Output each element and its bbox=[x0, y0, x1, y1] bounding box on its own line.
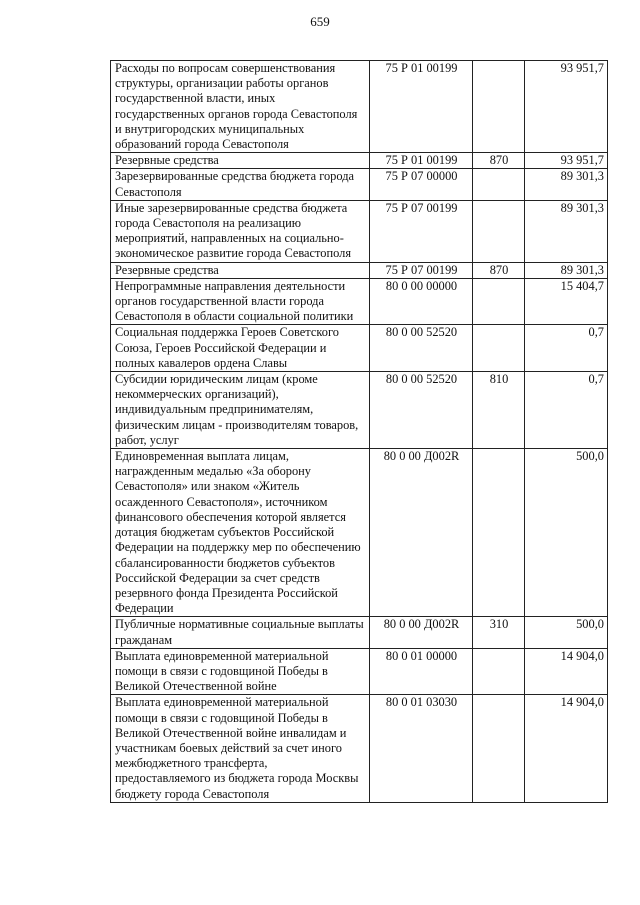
expense-type-code-cell bbox=[473, 278, 525, 325]
target-article-code-cell: 75 Р 07 00199 bbox=[370, 200, 473, 262]
table-row bbox=[111, 648, 608, 695]
expense-type-code-cell bbox=[473, 449, 525, 617]
target-article-code-cell: 80 0 00 52520 bbox=[370, 325, 473, 372]
target-article-code-cell: 80 0 01 03030 bbox=[370, 695, 473, 802]
expense-name-cell: Социальная поддержка Героев Советского Союза, Героев Российской Федерации и полных кавалеров ордена Славы bbox=[111, 325, 370, 372]
table-row bbox=[111, 617, 608, 648]
amount-cell: 0,7 bbox=[525, 325, 608, 372]
amount-cell: 0,7 bbox=[525, 372, 608, 449]
budget-table bbox=[110, 60, 608, 803]
table-row bbox=[111, 200, 608, 262]
amount-cell: 89 301,3 bbox=[525, 262, 608, 278]
table-row bbox=[111, 695, 608, 802]
expense-name-cell: Непрограммные направления деятельности органов государственной власти города Севастополя в области социальной политики bbox=[111, 278, 370, 325]
target-article-code-cell: 80 0 00 Д002R bbox=[370, 449, 473, 617]
target-article-code-cell: 80 0 01 00000 bbox=[370, 648, 473, 695]
table-row bbox=[111, 449, 608, 617]
target-article-code-cell: 75 Р 01 00199 bbox=[370, 153, 473, 169]
expense-type-code-cell: 870 bbox=[473, 153, 525, 169]
table-row bbox=[111, 278, 608, 325]
target-article-code-cell: 75 Р 07 00000 bbox=[370, 169, 473, 200]
target-article-code-cell: 75 Р 07 00199 bbox=[370, 262, 473, 278]
target-article-code-cell: 80 0 00 Д002R bbox=[370, 617, 473, 648]
expense-name-cell: Выплата единовременной материальной помощи в связи с годовщиной Победы в Великой Отечественной войне инвалидам и участникам боевых действий за счет иного межбюджетного трансферта, предоставляемого из бюджета города Москвы бюджету города Севастополя bbox=[111, 695, 370, 802]
amount-cell: 89 301,3 bbox=[525, 200, 608, 262]
expense-name-cell: Расходы по вопросам совершенствования структуры, организации работы органов государственной власти, иных государственных органов города Севастополя и внутригородских муниципальных образований города Севастополя bbox=[111, 61, 370, 153]
expense-name-cell: Зарезервированные средства бюджета города Севастополя bbox=[111, 169, 370, 200]
expense-type-code-cell bbox=[473, 169, 525, 200]
table-row bbox=[111, 262, 608, 278]
target-article-code-cell: 80 0 00 52520 bbox=[370, 372, 473, 449]
expense-type-code-cell bbox=[473, 648, 525, 695]
table-row bbox=[111, 325, 608, 372]
amount-cell: 93 951,7 bbox=[525, 153, 608, 169]
expense-name-cell: Публичные нормативные социальные выплаты гражданам bbox=[111, 617, 370, 648]
table-row bbox=[111, 169, 608, 200]
expense-name-cell: Иные зарезервированные средства бюджета города Севастополя на реализацию мероприятий, направленных на социально-экономическое развитие города Севастополя bbox=[111, 200, 370, 262]
budget-table-body bbox=[111, 61, 608, 803]
amount-cell: 89 301,3 bbox=[525, 169, 608, 200]
amount-cell: 93 951,7 bbox=[525, 61, 608, 153]
expense-type-code-cell: 310 bbox=[473, 617, 525, 648]
amount-cell: 14 904,0 bbox=[525, 695, 608, 802]
amount-cell: 14 904,0 bbox=[525, 648, 608, 695]
amount-cell: 500,0 bbox=[525, 617, 608, 648]
table-row bbox=[111, 61, 608, 153]
expense-type-code-cell bbox=[473, 200, 525, 262]
expense-type-code-cell bbox=[473, 61, 525, 153]
expense-name-cell: Выплата единовременной материальной помощи в связи с годовщиной Победы в Великой Отечественной войне bbox=[111, 648, 370, 695]
expense-name-cell: Единовременная выплата лицам, награжденным медалью «За оборону Севастополя» или знаком «Житель осажденного Севастополя», источником финансового обеспечения которой является дотация бюджетам субъектов Российской Федерации на поддержку мер по обеспечению сбалансированности бюджетов субъектов Российской Федерации за счет средств резервного фонда Президента Российской Федерации bbox=[111, 449, 370, 617]
amount-cell: 500,0 bbox=[525, 449, 608, 617]
page-number: 659 bbox=[310, 14, 330, 29]
expense-type-code-cell bbox=[473, 325, 525, 372]
expense-type-code-cell: 870 bbox=[473, 262, 525, 278]
target-article-code-cell: 75 Р 01 00199 bbox=[370, 61, 473, 153]
table-row bbox=[111, 372, 608, 449]
expense-name-cell: Резервные средства bbox=[111, 262, 370, 278]
expense-name-cell: Резервные средства bbox=[111, 153, 370, 169]
table-row bbox=[111, 153, 608, 169]
expense-type-code-cell: 810 bbox=[473, 372, 525, 449]
expense-type-code-cell bbox=[473, 695, 525, 802]
expense-name-cell: Субсидии юридическим лицам (кроме некоммерческих организаций), индивидуальным предпринимателям, физическим лицам - производителям товаров, работ, услуг bbox=[111, 372, 370, 449]
target-article-code-cell: 80 0 00 00000 bbox=[370, 278, 473, 325]
amount-cell: 15 404,7 bbox=[525, 278, 608, 325]
